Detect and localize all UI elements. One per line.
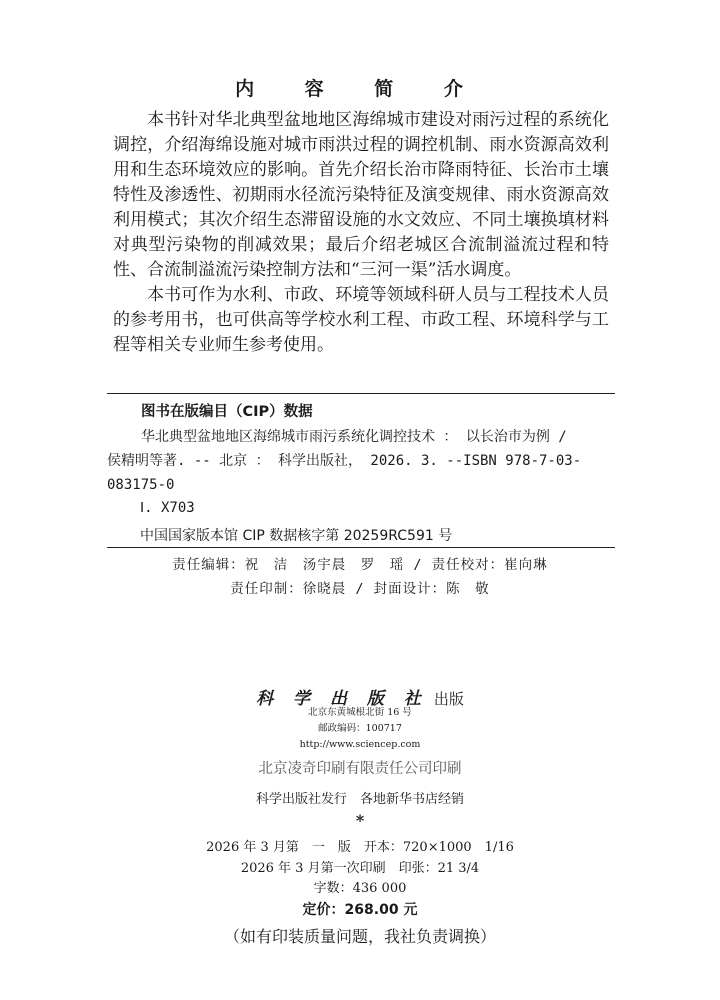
separator-star: * (355, 811, 365, 830)
distribution: 科学出版社发行 各地新华书店经销 (255, 792, 464, 807)
word-count: 字数：436 000 (313, 881, 407, 896)
cip-heading: 图书在版编目（CIP）数据 (141, 404, 313, 420)
publisher-logo: 科 学 出 版 社 (256, 689, 428, 709)
publisher-postcode: 邮政编码：100717 (318, 723, 402, 734)
cip-classification: Ⅰ. X703 (140, 500, 195, 516)
intro-text (113, 108, 609, 358)
printer: 北京凌奇印刷有限责任公司印刷 (258, 761, 462, 777)
cip-record (107, 425, 615, 497)
print-credits: 责任印制：徐晓晨 / 封面设计：陈 敬 (230, 581, 490, 597)
intro-paragraph: 本书可作为水利、市政、环境等领域科研人员与工程技术人员的参考用书，也可供高等学校水利工程、市政工程、环境科学与工程等相关专业师生参考使用。 (113, 285, 609, 355)
printing-line: 2026 年 3 月第一次印刷 印张：21 3/4 (240, 861, 480, 876)
return-note: （如有印装质量问题，我社负责调换） (223, 927, 496, 946)
page-title: 内 容 简 介 (235, 78, 485, 100)
publisher-url: http://www.sciencep.com (299, 739, 421, 750)
editor-credits: 责任编辑：祝 洁 汤宇晨 罗 瑶 / 责任校对：崔向琳 (172, 557, 548, 573)
cip-line: 侯精明等著. -- 北京 ： 科学出版社， 2026. 3. --ISBN 978-7-03- (107, 453, 582, 469)
publisher-suffix: 出版 (433, 690, 464, 708)
cip-bottom-rule (107, 547, 615, 548)
price: 定价：268.00 元 (302, 902, 418, 918)
cip-line: 083175-0 (107, 477, 175, 493)
edition-line: 2026 年 3 月第 一 版 开本：720×1000 1/16 (206, 840, 514, 855)
intro-paragraph: 本书针对华北典型盆地地区海绵城市建设对雨污过程的系统化调控，介绍海绵设施对城市雨洪过程的调控机制、雨水资源高效利用和生态环境效应的影响。首先介绍长治市降雨特征、长治市土壤特性及渗透性、初期雨水径流污染特征及演变规律、雨水资源高效利用模式；其次介绍生态滞留设施的水文效应、不同土壤换填材料对典型污染物的削减效果；最后介绍老城区合流制溢流过程和特性、合流制溢流污染控制方法和“三河一渠”活水调度。 (113, 110, 609, 280)
cip-top-rule (107, 393, 615, 394)
cip-number: 中国国家版本馆 CIP 数据核字第 20259RC591 号 (140, 528, 453, 544)
publisher-address: 北京东黄城根北街 16 号 (308, 707, 412, 718)
cip-line: 华北典型盆地地区海绵城市雨污系统化调控技术 ： 以长治市为例 / (141, 429, 567, 445)
